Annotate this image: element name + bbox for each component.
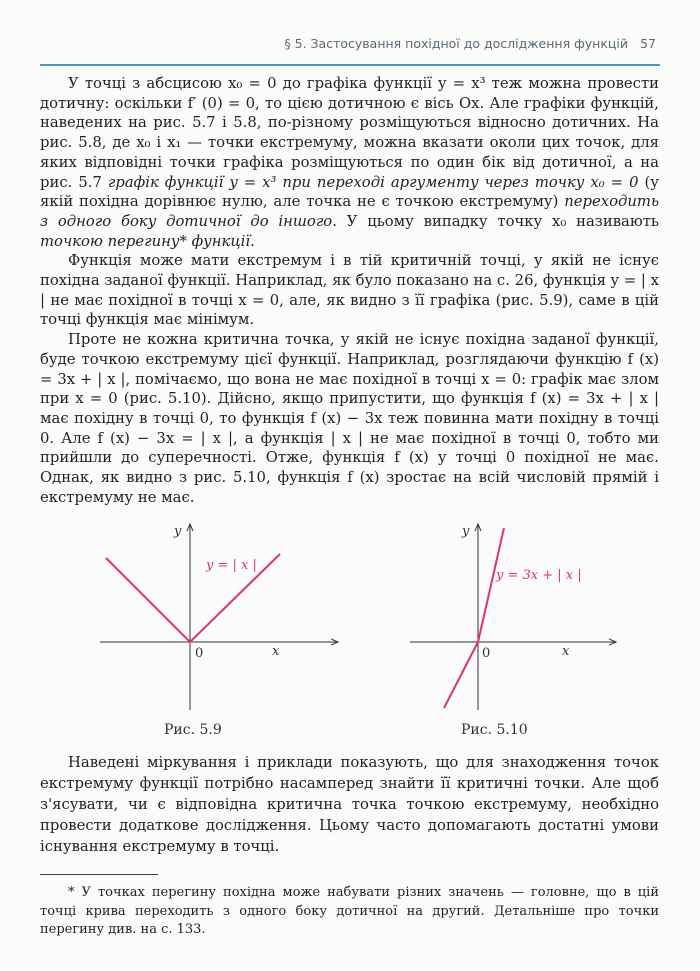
figure-5-9: [100, 518, 346, 748]
body-text-2: [40, 752, 659, 857]
figures: [40, 518, 660, 746]
page-header: [0, 36, 700, 58]
section-title: § 5. Застосування похідної до дослідження функцій: [284, 36, 628, 51]
paragraph-1-italic-b: графік функції y = x³ при переході аргументу через точку x₀ = 0: [107, 173, 639, 191]
paragraph-1-text-c: (у якій похідна дорівнює нулю, але точка не є точкою екстремуму): [40, 173, 660, 211]
figure-5-10-plot: [410, 518, 630, 718]
x-axis-label: x: [562, 644, 570, 659]
figure-5-9-caption: Рис. 5.9: [164, 722, 222, 738]
footnote-rule: [40, 874, 158, 875]
origin-label: 0: [482, 646, 491, 661]
paragraph-1: [40, 74, 659, 251]
figure-5-9-plot: [100, 518, 346, 718]
page-number: 57: [640, 36, 656, 51]
footnote-text: * У точках перегину похідна може набувати різних значень — головне, що в цій точці крива переходить з одного боку дотичної на другий. Детальніше про точки перегину див. на с. 133.: [40, 885, 659, 937]
fx-curve: [444, 528, 504, 708]
paragraph-1-italic-d: переходить з одного боку дотичної до іншого: [40, 193, 659, 230]
paragraph-4: Наведені міркування і приклади показують, що для знаходження точок екстремуму функції потрібно насамперед знайти її критичні точки. Але щоб з'ясувати, чи є відповідна критична точка точкою екстремуму, необхідно провести додаткове дослідження. Цьому часто допомагають достатні умови існування екстремуму в точці.: [40, 754, 659, 855]
paragraph-1-text-a: У точці з абсцисою x₀ = 0 до графіка функції y = x³ теж можна провести дотичну: оскільки f′ (0) = 0, то цією дотичною є вісь Ox. Але графіки функцій, наведених на рис. 5.7 і 5.8, по-різному розміщуються відносно дотичних. На рис. 5.8, де x₀ і x₁ — точки екстремуму, можна вказати околи цих точок, для яких відповідні точки графіка розміщуються по один бік від дотичної, а на рис. 5.7: [40, 75, 659, 191]
body-text: [40, 74, 659, 507]
paragraph-1-text-g: .: [250, 232, 255, 250]
paragraph-1-italic-f: точкою перегину* функції: [40, 232, 251, 250]
function-label: y = | x |: [206, 558, 257, 573]
origin-label: 0: [195, 646, 204, 661]
footnote: [40, 884, 659, 940]
paragraph-1-text-e: . У цьому випадку точку x₀ називають: [332, 212, 659, 230]
paragraph-3: Проте не кожна критична точка, у якій не існує похідна заданої функції, буде точкою екстремуму цієї функції. Наприклад, розглядаючи функцію f (x) = 3x + | x |, помічаємо, що вона не має похідної в точці x = 0: графік має злом при x = 0 (рис. 5.10). Дійсно, якщо припустити, що функція f (x) = 3x + | x | має похідну в точці 0, то функція f (x) − 3x теж повинна мати похідну в точці 0. Але f (x) − 3x = | x |, а функція | x | не має похідної в точці 0, тобто ми прийшли до суперечності. Отже, функція f (x) у точці 0 похідної не має. Однак, як видно з рис. 5.10, функція f (x) зростає на всій числовій прямій і екстремуму не має.: [40, 331, 659, 506]
figure-5-10-caption: Рис. 5.10: [461, 722, 528, 738]
y-axis-label: y: [174, 524, 182, 539]
y-axis-label: y: [462, 524, 470, 539]
x-axis-label: x: [272, 644, 280, 659]
header-rule: [40, 64, 660, 66]
paragraph-2: Функція може мати екстремум і в тій критичній точці, у якій не існує похідна заданої функції. Наприклад, як було показано на с. 26, функція y = | x | не має похідної в точці x = 0, але, як видно з її графіка (рис. 5.9), саме в цій точці функція має мінімум.: [40, 252, 659, 329]
figure-5-10: [410, 518, 630, 748]
function-label: y = 3x + | x |: [496, 568, 582, 583]
